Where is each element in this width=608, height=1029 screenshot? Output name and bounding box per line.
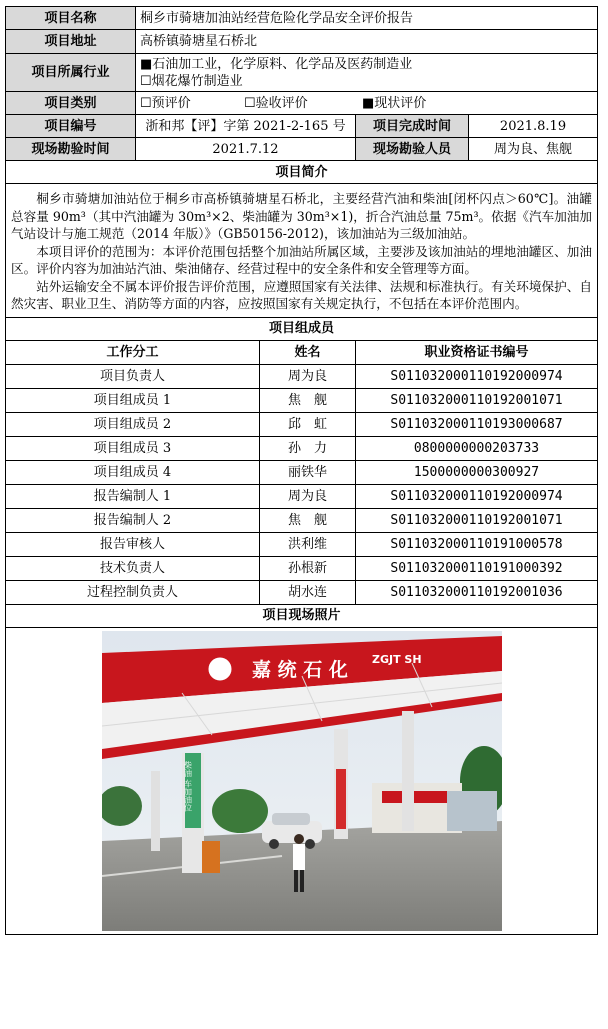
pillar-right (402, 711, 414, 831)
member-cert: S011032000110192000974 (356, 484, 598, 508)
member-cert: S011032000110192000974 (356, 364, 598, 388)
industry-option-petroleum: ■石油加工业，化学原料、化学品及医药制造业 (140, 56, 413, 72)
side-shed (447, 791, 497, 831)
members-header-cert: 职业资格证书编号 (356, 340, 598, 364)
member-cert: S011032000110192001071 (356, 508, 598, 532)
category-value (136, 92, 598, 115)
intro-paragraph-1: 桐乡市骑塘加油站位于桐乡市高桥镇骑塘星石桥北，主要经营汽油和柴油[闭杯闪点＞60℃]。油罐总容量 90m³（其中汽油罐为 30m³×2、柴油罐为 30m³×1)，折合汽油总量 75m³。依据《汽车加油加气站设计与施工规范（2014 年版）》（GB50156-2012)，该加油站为三级加油站。 (11, 191, 593, 241)
members-section-title: 项目组成员 (6, 317, 598, 340)
photo-cell (6, 627, 598, 934)
member-role: 项目组成员 2 (6, 412, 260, 436)
member-name: 孙根新 (260, 556, 356, 580)
intro-body (6, 184, 598, 318)
intro-paragraph-2: 本项目评价的范围为：本评价范围包括整个加油站所属区域，主要涉及该加油站的埋地油罐区、加油区。评价内容为加油站汽油、柴油储存、经营过程中的安全条件和安全管理等方面。 (11, 243, 593, 276)
pillar-far-left (151, 771, 160, 851)
member-cert: S011032000110193000687 (356, 412, 598, 436)
member-role: 技术负责人 (6, 556, 260, 580)
category-pre-evaluation: ☐预评价 (140, 95, 191, 111)
member-name: 周为良 (260, 364, 356, 388)
industry-option-fireworks: ☐烟花爆竹制造业 (140, 73, 243, 89)
category-label: 项目类别 (6, 92, 136, 115)
table-row (6, 556, 598, 580)
fuel-dispenser (202, 841, 220, 873)
member-role: 项目负责人 (6, 364, 260, 388)
member-role: 报告编制人 2 (6, 508, 260, 532)
member-cert: S011032000110191000578 (356, 532, 598, 556)
member-role: 报告编制人 1 (6, 484, 260, 508)
member-role: 项目组成员 4 (6, 460, 260, 484)
pillar-middle-banner (336, 769, 346, 829)
survey-staff-value: 周为良、焦舰 (469, 138, 598, 161)
member-role: 报告审核人 (6, 532, 260, 556)
evaluation-info-table (5, 6, 598, 935)
member-cert: 1500000000300927 (356, 460, 598, 484)
table-row (6, 412, 598, 436)
project-name-value: 桐乡市骑塘加油站经营危险化学品安全评价报告 (136, 7, 598, 30)
member-role: 项目组成员 3 (6, 436, 260, 460)
brand-logo-icon (209, 658, 231, 680)
project-name-label: 项目名称 (6, 7, 136, 30)
table-row (6, 436, 598, 460)
project-address-value: 高桥镇骑塘星石桥北 (136, 30, 598, 54)
member-role: 项目组成员 1 (6, 388, 260, 412)
industry-value (136, 54, 598, 92)
project-no-value: 浙和邦【评】字第 2021-2-165 号 (136, 115, 356, 138)
member-name: 孙 力 (260, 436, 356, 460)
completion-time-value: 2021.8.19 (469, 115, 598, 138)
member-name: 丽铁华 (260, 460, 356, 484)
industry-label: 项目所属行业 (6, 54, 136, 92)
project-address-label: 项目地址 (6, 30, 136, 54)
intro-paragraph-3: 站外运输安全不属本评价报告评价范围，应遵照国家有关法律、法规和标准执行。有关环境保护、自然灾害、职业卫生、消防等方面的内容，应按照国家有关规定执行，不包括在本评价范围内。 (11, 278, 593, 311)
survey-time-value: 2021.7.12 (136, 138, 356, 161)
table-row (6, 508, 598, 532)
member-name: 洪利维 (260, 532, 356, 556)
member-name: 周为良 (260, 484, 356, 508)
member-name: 焦 舰 (260, 508, 356, 532)
gas-station-photo (102, 631, 502, 931)
photo-section-title: 项目现场照片 (6, 604, 598, 627)
table-row (6, 460, 598, 484)
member-name: 胡水连 (260, 580, 356, 604)
members-header-role: 工作分工 (6, 340, 260, 364)
member-name: 焦 舰 (260, 388, 356, 412)
members-header-name: 姓名 (260, 340, 356, 364)
canopy-brand-text: 嘉 统 石 化 (251, 658, 348, 681)
category-acceptance-evaluation: ☐验收评价 (244, 95, 308, 111)
survey-time-label: 现场勘验时间 (6, 138, 136, 161)
table-row (6, 364, 598, 388)
building-sign (382, 791, 452, 803)
member-cert: S011032000110192001071 (356, 388, 598, 412)
pillar-sign-text: 柴油 车加油位 (183, 760, 192, 812)
table-row (6, 388, 598, 412)
table-row (6, 580, 598, 604)
table-row (6, 484, 598, 508)
member-cert: S011032000110192001036 (356, 580, 598, 604)
intro-section-title: 项目简介 (6, 161, 598, 184)
survey-staff-label: 现场勘验人员 (356, 138, 469, 161)
canopy-latin-text: ZGJT SH (371, 652, 422, 666)
member-name: 邱 虹 (260, 412, 356, 436)
completion-time-label: 项目完成时间 (356, 115, 469, 138)
project-no-label: 项目编号 (6, 115, 136, 138)
member-role: 过程控制负责人 (6, 580, 260, 604)
member-cert: S011032000110191000392 (356, 556, 598, 580)
category-current-evaluation: ■现状评价 (362, 95, 427, 111)
table-row (6, 532, 598, 556)
member-cert: 0800000000203733 (356, 436, 598, 460)
